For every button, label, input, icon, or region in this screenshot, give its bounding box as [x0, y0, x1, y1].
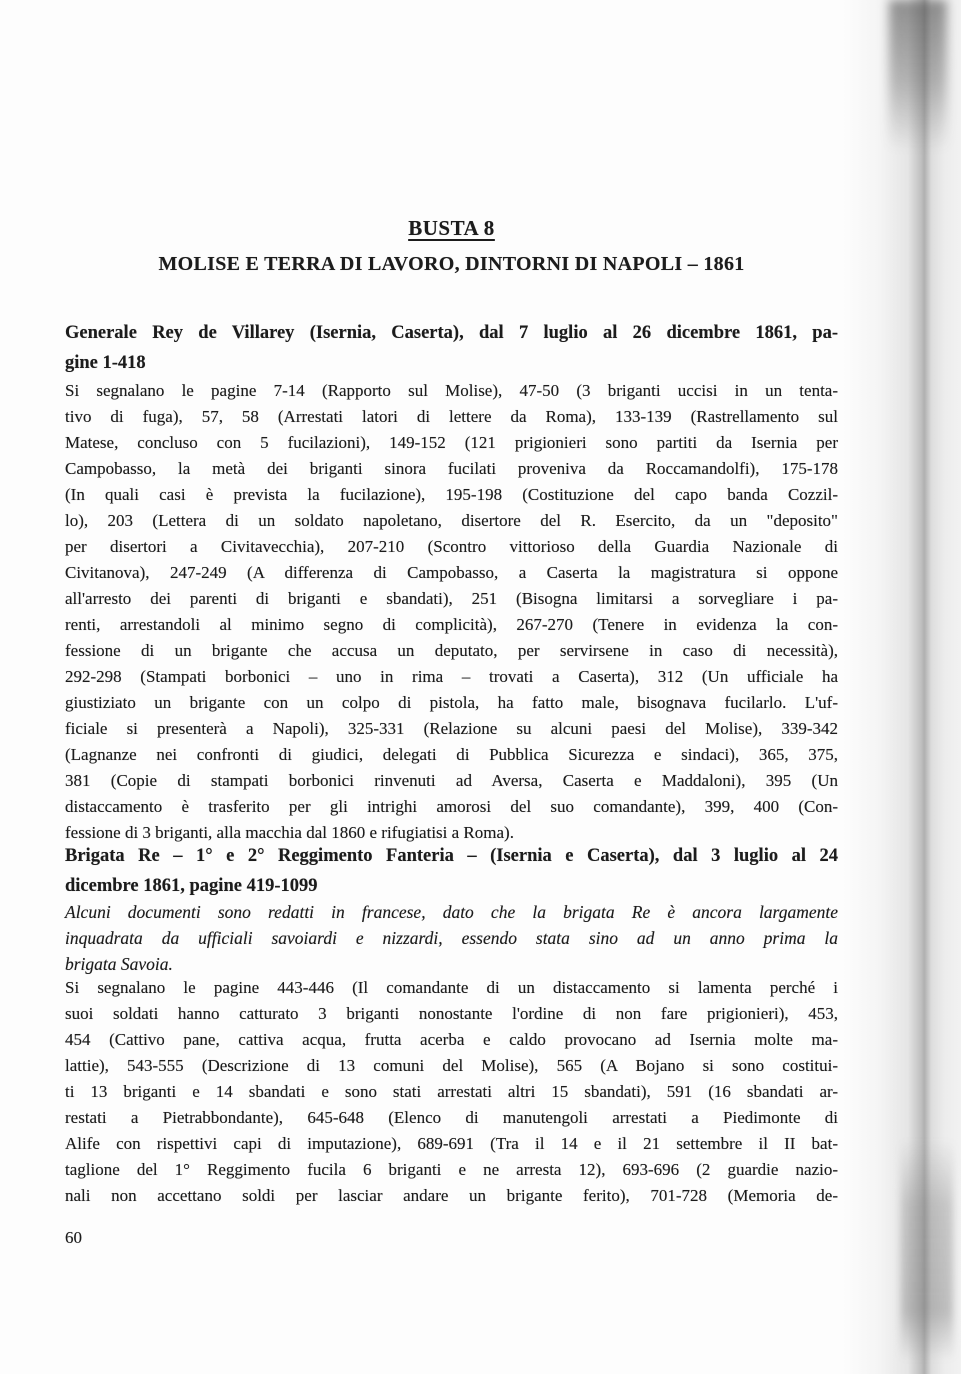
section2-italic-note: [65, 899, 838, 977]
text-line: Civitanova), 247-249 (A differenza di Campobasso, a Caserta la magistratura si oppone: [65, 563, 838, 582]
text-line: Alcuni documenti sono redatti in francese, dato che la brigata Re è ancora largamente: [65, 902, 838, 922]
text-line: nali non accettano soldi per lasciar andare un brigante ferito), 701-728 (Memoria de-: [65, 1186, 838, 1205]
text-line: (In quali casi è prevista la fucilazione), 195-198 (Costituzione del capo banda Cozzil-: [65, 485, 838, 504]
text-line: ti 13 briganti e 14 sbandati e sono stati arrestati altri 15 sbandati), 591 (16 sbandati ar-: [65, 1082, 838, 1101]
text-line: gine 1-418: [65, 353, 146, 373]
text-line: (Lagnanze nei confronti di giudici, delegati di Pubblica Sicurezza e sindaci), 365, 375,: [65, 745, 838, 764]
page-number: 60: [65, 1228, 82, 1247]
scan-edge-shadow-top: [889, 0, 947, 150]
text-line: inquadrata da ufficiali savoiardi e nizzardi, essendo stata sino ad un anno prima la: [65, 928, 838, 948]
text-line: Generale Rey de Villarey (Isernia, Caserta), dal 7 luglio al 26 dicembre 1861, pa-: [65, 323, 838, 343]
text-line: Brigata Re – 1° e 2° Reggimento Fanteria – (Isernia e Caserta), dal 3 luglio al 24: [65, 846, 838, 866]
section1-body: [65, 378, 838, 846]
text-line: brigata Savoia.: [65, 954, 173, 974]
text-line: Si segnalano le pagine 7-14 (Rapporto sul Molise), 47-50 (3 briganti uccisi in un tenta-: [65, 381, 838, 400]
section2-heading: [65, 841, 838, 901]
text-line: Si segnalano le pagine 443-446 (Il comandante di un distaccamento si lamenta perché i: [65, 978, 838, 997]
text-line: fessione di un brigante che accusa un deputato, per servirsene in caso di necessità),: [65, 641, 838, 660]
section2-body: [65, 975, 838, 1209]
text-line: Matese, concluso con 5 fucilazioni), 149-152 (121 prigionieri sono partiti da Isernia per: [65, 433, 838, 452]
text-line: 292-298 (Stampati borbonici – uno in rima – trovati a Caserta), 312 (Un ufficiale ha: [65, 667, 838, 686]
text-line: all'arresto dei parenti di briganti e sbandati), 251 (Bisogna limitarsi a sorvegliare i pa-: [65, 589, 838, 608]
text-line: suoi soldati hanno catturato 3 briganti nonostante l'ordine di non fare prigionieri), 453,: [65, 1004, 838, 1023]
text-line: renti, arrestandoli al minimo segno di complicità), 267-270 (Tenere in evidenza la con-: [65, 615, 838, 634]
text-line: 381 (Copie di stampati borbonici rinvenuti ad Aversa, Caserta e Maddaloni), 395 (Un: [65, 771, 838, 790]
text-line: fessione di 3 briganti, alla macchia dal 1860 e rifugiatisi a Roma).: [65, 823, 514, 842]
text-line: restati a Pietrabbondante), 645-648 (Elenco di manutengoli arrestati a Piedimonte di: [65, 1108, 838, 1127]
page-title: BUSTA 8: [408, 216, 495, 240]
text-line: 454 (Cattivo pane, cattiva acqua, frutta acerba e caldo provocano ad Isernia molte ma-: [65, 1030, 838, 1049]
text-line: Alife con rispettivi capi di imputazione), 689-691 (Tra il 14 e il 21 settembre il II bat-: [65, 1134, 838, 1153]
text-line: giustiziato un brigante con un colpo di pistola, ha fatto male, bisognava fucilarlo. L'uf-: [65, 693, 838, 712]
scan-edge-shadow-bottom: [901, 1140, 953, 1360]
text-line: distaccamento è trasferito per gli intrighi amorosi del suo comandante), 399, 400 (Con-: [65, 797, 838, 816]
section1-heading: [65, 318, 838, 378]
scan-edge-shadow: [843, 0, 961, 1374]
text-line: lattie), 543-555 (Descrizione di 13 comuni del Molise), 565 (A Bojano si sono costitui-: [65, 1056, 838, 1075]
text-line: lo), 203 (Lettera di un soldato napoletano, disertore del R. Esercito, da un "deposito": [65, 511, 838, 530]
text-line: Campobasso, la metà dei briganti sinora fucilati proveniva da Roccamandolfi), 175-178: [65, 459, 838, 478]
text-line: dicembre 1861, pagine 419-1099: [65, 876, 318, 896]
text-line: per disertori a Civitavecchia), 207-210 (Scontro vittorioso della Guardia Nazionale di: [65, 537, 838, 556]
page-subtitle: MOLISE E TERRA DI LAVORO, DINTORNI DI NAPOLI – 1861: [158, 253, 745, 275]
text-line: tivo di fuga), 57, 58 (Arrestati latori di lettere da Roma), 133-139 (Rastrellamento sul: [65, 407, 838, 426]
text-line: taglione del 1° Reggimento fucila 6 briganti e ne arresta 12), 693-696 (2 guardie nazio-: [65, 1160, 838, 1179]
text-line: ficiale si presenterà a Napoli), 325-331 (Relazione su alcuni paesi del Molise), 339-342: [65, 719, 838, 738]
